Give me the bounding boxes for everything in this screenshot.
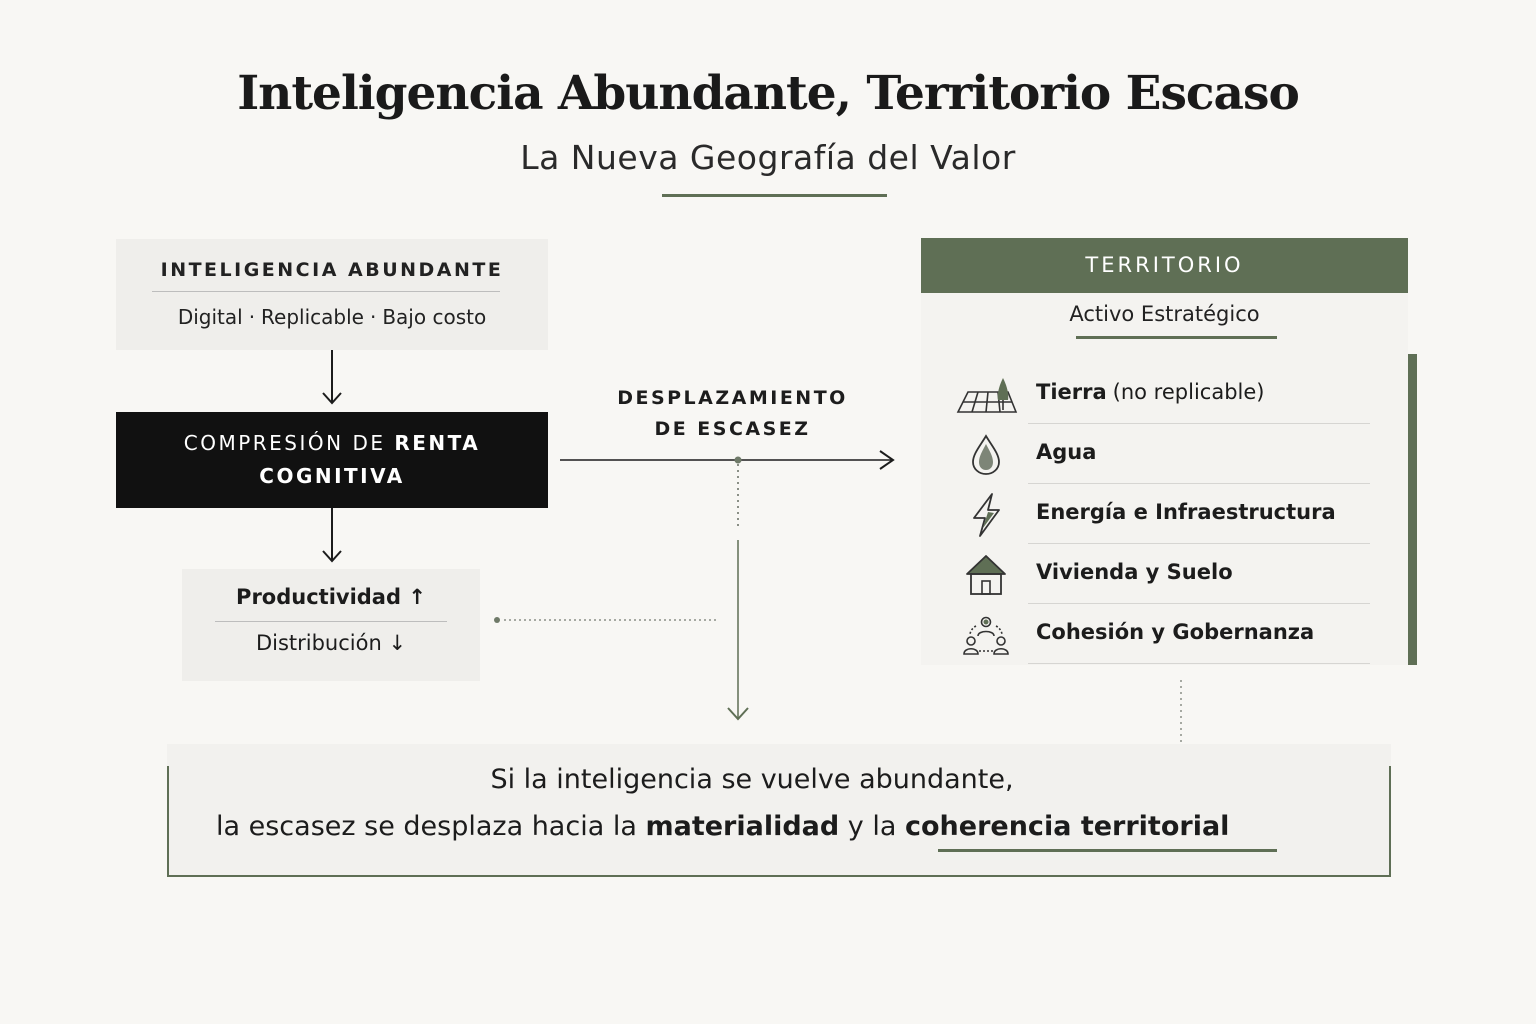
territory-item-land [950,364,1370,424]
lightning-icon [950,490,1022,538]
productivity-label: Productividad [236,585,402,609]
housing-label: Vivienda y Suelo [1036,560,1233,584]
territory-side-bar [1408,354,1417,665]
compression-line-2: COGNITIVA [259,464,405,488]
territory-header: TERRITORIO [921,238,1408,293]
shift-junction-dot [735,457,742,464]
territory-item-housing [950,544,1370,604]
land-label: Tierra [1036,380,1107,404]
house-icon [950,550,1022,598]
productivity-row [182,585,480,609]
compression-line-1 [116,431,548,455]
trait-digital: Digital [177,305,243,329]
territory-subtitle-underline [1076,336,1277,339]
conclusion-line-2 [216,811,1229,842]
distribution-row [182,631,480,655]
community-icon [950,610,1022,658]
shift-label-line-1: DESPLAZAMIENTO [617,387,848,409]
conclusion-text-c: y la [839,811,905,842]
territory-item-label [1036,500,1336,524]
territory-item-divider [1028,663,1370,664]
compression-bold-text: RENTA [394,431,481,455]
water-label: Agua [1036,440,1097,464]
territory-item-label [1036,560,1233,584]
conclusion-box-top-fade [167,744,1391,766]
territory-item-label [1036,440,1096,464]
conclusion-highlight-underline [938,849,1277,852]
intelligence-box-divider [152,291,500,292]
conclusion-territorial-coherence: coherencia territorial [905,811,1230,842]
territory-item-governance [950,604,1370,664]
productivity-divider [215,621,447,622]
distribution-label: Distribución [255,631,382,655]
territory-subtitle: Activo Estratégico [1069,302,1260,326]
shift-label-line-2: DE ESCASEZ [654,418,811,440]
trait-separator: · [369,305,377,329]
territory-item-label [1036,620,1314,644]
governance-label: Cohesión y Gobernanza [1036,620,1315,644]
intelligence-box-title: INTELIGENCIA ABUNDANTE [160,259,504,281]
territory-item-label [1036,380,1264,404]
conclusion-text-a: la escasez se desplaza hacia la [216,811,646,842]
arrow-down-to-conclusion [728,540,748,719]
compression-light-text: COMPRESIÓN DE [183,431,386,455]
productivity-box [182,569,480,681]
page-subtitle: La Nueva Geografía del Valor [520,138,1016,177]
land-note: (no replicable) [1112,380,1265,404]
water-drop-icon [950,430,1022,478]
land-icon [950,370,1022,418]
trait-replicable: Replicable [261,305,364,329]
arrow-up-icon: ↑ [408,585,426,609]
productivity-link-dot [494,617,500,623]
trait-separator: · [248,305,256,329]
intelligence-box [116,239,548,350]
intelligence-traits [116,305,548,329]
energy-label: Energía e Infraestructura [1036,500,1336,524]
arrow-shift-to-territory [560,451,893,469]
conclusion-line-1: Si la inteligencia se vuelve abundante, [490,764,1014,795]
territory-item-water [950,424,1370,484]
territory-item-energy [950,484,1370,544]
conclusion-materiality: materialidad [645,811,840,842]
arrow-down-intelligence-to-compression [323,350,341,403]
compression-box [116,412,548,508]
arrow-down-compression-to-productivity [323,508,341,561]
trait-low-cost: Bajo costo [382,305,487,329]
page-title: Inteligencia Abundante, Territorio Escaso [237,66,1299,121]
arrow-down-icon: ↓ [388,631,407,655]
